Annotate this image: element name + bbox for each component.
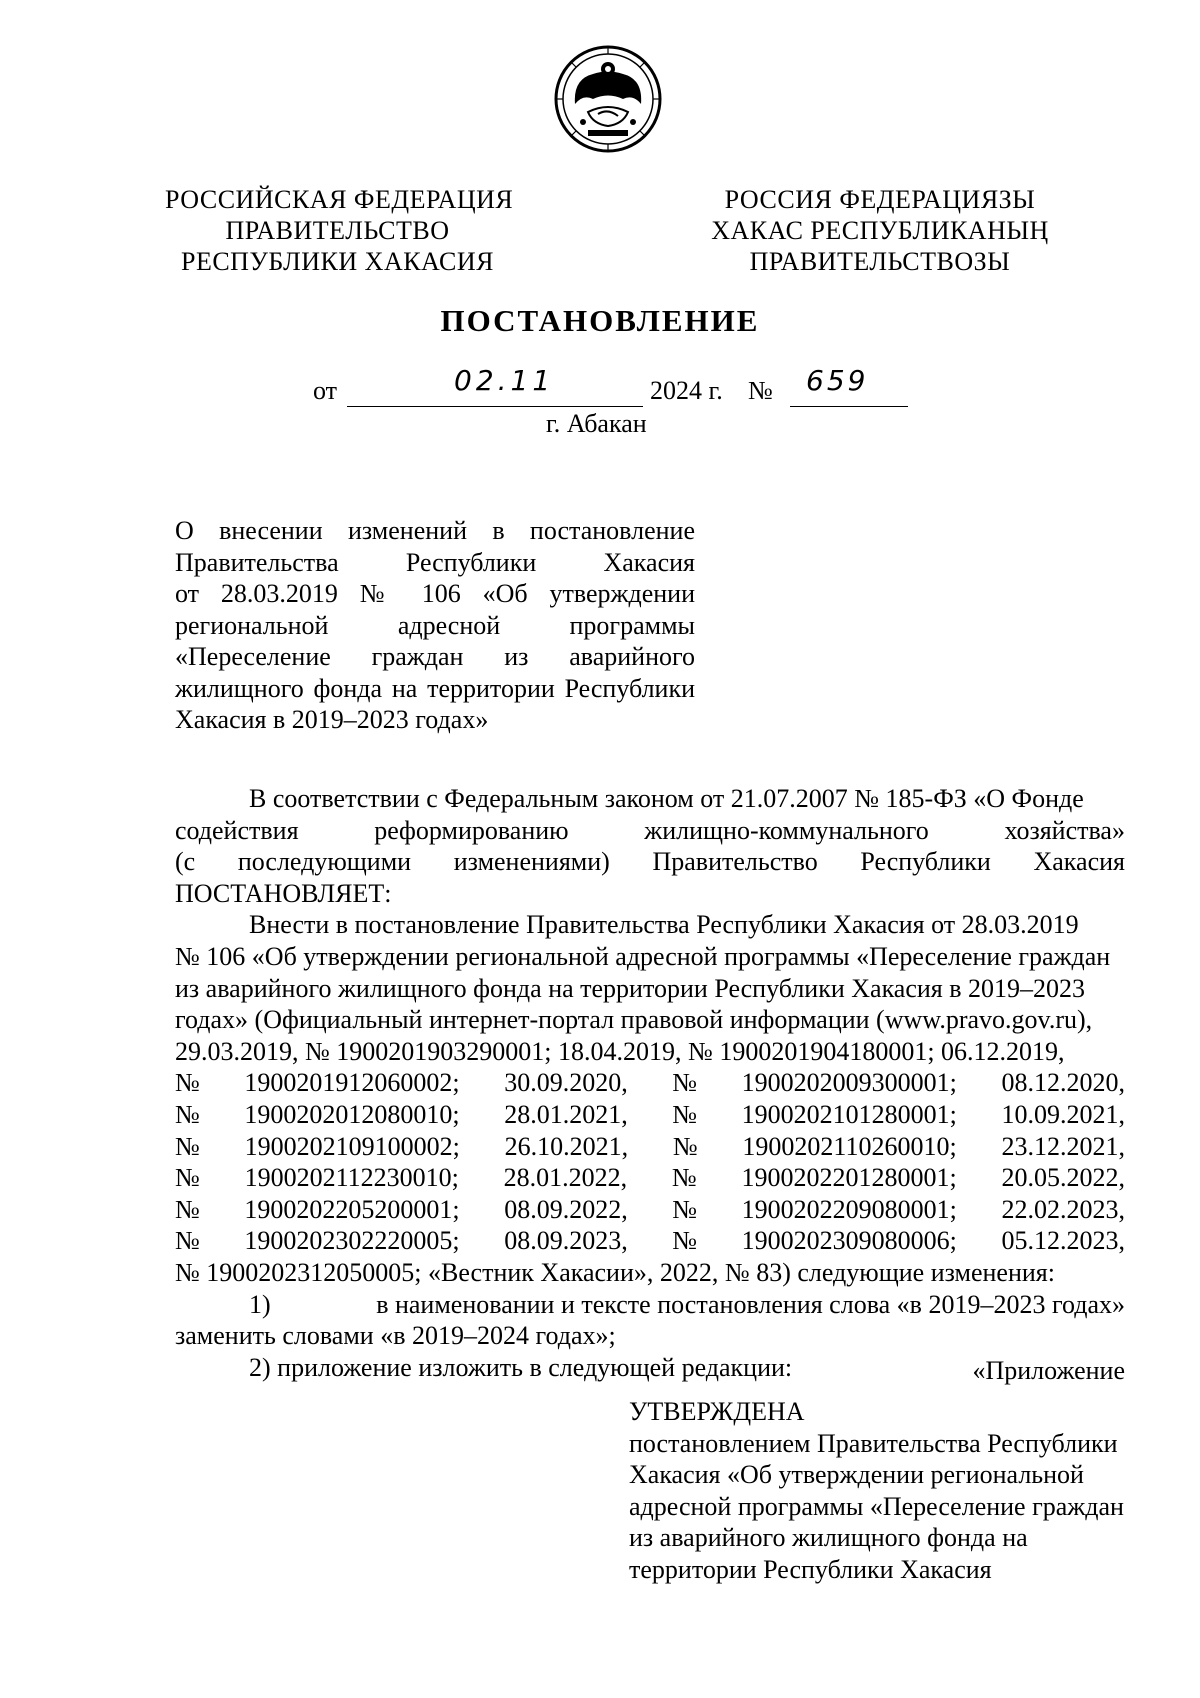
subject-line: О внесении изменений в постановление bbox=[175, 516, 695, 545]
number-sign: № bbox=[748, 376, 773, 405]
registration-cell: 1900202101280001; bbox=[741, 1099, 957, 1129]
header-right-line: РОССИЯ ФЕДЕРАЦИЯЗЫ bbox=[724, 185, 1036, 214]
word: (с bbox=[175, 847, 196, 877]
word: Хакасия bbox=[1033, 847, 1125, 877]
registration-cell: № bbox=[175, 1194, 200, 1224]
coat-of-arms-icon bbox=[553, 44, 663, 154]
list-item-text: в наименовании и тексте постановления слова «в 2019–2023 годах» bbox=[376, 1289, 1125, 1319]
word: Правительство bbox=[652, 847, 818, 877]
registration-cell: № bbox=[175, 1068, 200, 1098]
appendix-label: «Приложение bbox=[972, 1356, 1125, 1385]
subject-block bbox=[175, 515, 695, 736]
word: реформированию bbox=[374, 815, 569, 845]
approved-line: постановлением Правительства Республики bbox=[629, 1428, 1118, 1458]
city: г. Абакан bbox=[546, 409, 647, 438]
registration-cell: 10.09.2021, bbox=[1001, 1099, 1125, 1129]
registration-cell: 1900202012080010; bbox=[244, 1099, 460, 1129]
date-prefix: от bbox=[313, 376, 338, 405]
body-line: 29.03.2019, № 1900201903290001; 18.04.2019, № 1900201904180001; 06.12.2019, bbox=[175, 1036, 1065, 1066]
registration-cell: 1900202009300001; bbox=[741, 1068, 957, 1098]
subject-line: Правительства Республики Хакасия bbox=[175, 547, 695, 577]
approved-line: территории Республики Хакасия bbox=[629, 1554, 992, 1584]
date-blank bbox=[347, 364, 643, 407]
registration-cell: 08.09.2023, bbox=[504, 1226, 628, 1256]
registration-cell: 1900202112230010; bbox=[244, 1163, 459, 1193]
registration-cell: 1900202205200001; bbox=[244, 1194, 460, 1224]
registration-cell: 1900202302220005; bbox=[244, 1226, 460, 1256]
handwritten-number: 659 bbox=[806, 364, 869, 397]
body-line bbox=[175, 815, 1125, 847]
header-left bbox=[165, 184, 514, 277]
registration-row bbox=[175, 1162, 1125, 1194]
body-line: заменить словами «в 2019–2024 годах»; bbox=[175, 1321, 616, 1351]
registration-cell: № bbox=[671, 1163, 697, 1193]
header-right-line: ХАКАС РЕСПУБЛИКАНЫҢ bbox=[711, 216, 1049, 245]
list-item-1 bbox=[175, 1289, 1125, 1321]
registration-row bbox=[175, 1131, 1125, 1163]
registration-cell: 08.12.2020, bbox=[1001, 1068, 1125, 1098]
registration-row bbox=[175, 1067, 1125, 1099]
registration-cell: 20.05.2022, bbox=[1001, 1163, 1125, 1193]
approved-line: адресной программы «Переселение граждан bbox=[629, 1491, 1124, 1521]
word: хозяйства» bbox=[1004, 815, 1125, 845]
registration-cell: 1900202209080001; bbox=[741, 1194, 957, 1224]
header-right-line: ПРАВИТЕЛЬСТВОЗЫ bbox=[749, 247, 1011, 276]
word: последующими bbox=[237, 847, 412, 877]
year: 2024 г. bbox=[650, 376, 723, 405]
registration-cell: № bbox=[672, 1131, 698, 1161]
registration-cell: № bbox=[672, 1226, 698, 1256]
registration-cell: 28.01.2022, bbox=[503, 1163, 628, 1193]
body-text bbox=[175, 783, 1125, 1383]
subject-line: Хакасия в 2019–2023 годах» bbox=[175, 705, 489, 734]
registration-row bbox=[175, 1194, 1125, 1226]
approved-line: из аварийного жилищного фонда на bbox=[629, 1523, 1028, 1552]
document-type-title: ПОСТАНОВЛЕНИЕ bbox=[440, 303, 760, 338]
registration-cell: 30.09.2020, bbox=[504, 1068, 628, 1098]
registration-cell: 1900202109100002; bbox=[244, 1131, 460, 1161]
word: жилищно-коммунального bbox=[644, 815, 929, 845]
registration-cell: № bbox=[672, 1068, 698, 1098]
approved-line: УТВЕРЖДЕНА bbox=[629, 1397, 805, 1426]
header-left-line: РЕСПУБЛИКИ ХАКАСИЯ bbox=[180, 247, 494, 276]
registration-cell: № bbox=[672, 1099, 698, 1129]
header-right bbox=[700, 184, 1060, 277]
registration-cell: № bbox=[672, 1194, 698, 1224]
approved-block bbox=[629, 1396, 1124, 1585]
list-item-2: 2) приложение изложить в следующей редакции: bbox=[249, 1352, 793, 1382]
body-line bbox=[175, 846, 1125, 878]
registration-cell: 26.10.2021, bbox=[504, 1131, 629, 1161]
registration-cell: 05.12.2023, bbox=[1001, 1226, 1125, 1256]
body-line: № 106 «Об утверждении региональной адресной программы «Переселение граждан bbox=[175, 941, 1111, 971]
registration-cell: 28.01.2021, bbox=[504, 1099, 628, 1129]
header-left-line: ПРАВИТЕЛЬСТВО bbox=[225, 216, 450, 245]
registration-cell: 08.09.2022, bbox=[504, 1194, 628, 1224]
registration-row bbox=[175, 1225, 1125, 1257]
handwritten-date: 02.11 bbox=[454, 364, 555, 397]
registration-cell: 22.02.2023, bbox=[1001, 1194, 1125, 1224]
registration-cell: № bbox=[175, 1131, 200, 1161]
body-line: ПОСТАНОВЛЯЕТ: bbox=[175, 878, 392, 908]
date-number-line bbox=[313, 364, 913, 410]
body-line: Внести в постановление Правительства Республики Хакасия от 28.03.2019 bbox=[249, 910, 1079, 940]
body-line: годах» (Официальный интернет-портал правовой информации (www.pravo.gov.ru), bbox=[175, 1005, 1093, 1035]
registration-numbers-list bbox=[175, 1067, 1125, 1257]
subject-line: жилищного фонда на территории Республики bbox=[175, 673, 695, 703]
subject-line: от 28.03.2019 № 106 «Об утверждении bbox=[175, 579, 695, 608]
word: содействия bbox=[175, 815, 299, 845]
header-left-line: РОССИЙСКАЯ ФЕДЕРАЦИЯ bbox=[165, 185, 514, 214]
registration-cell: № bbox=[175, 1099, 200, 1129]
registration-cell: 1900202110260010; bbox=[742, 1131, 957, 1161]
registration-cell: 23.12.2021, bbox=[1001, 1131, 1125, 1161]
registration-cell: 1900202309080006; bbox=[741, 1226, 957, 1256]
registration-cell: № bbox=[175, 1163, 200, 1193]
approved-line: Хакасия «Об утверждении региональной bbox=[629, 1460, 1084, 1489]
subject-line: региональной адресной программы bbox=[175, 610, 695, 640]
registration-cell: 1900202201280001; bbox=[741, 1163, 957, 1193]
registration-row bbox=[175, 1099, 1125, 1131]
body-line: В соответствии с Федеральным законом от 21.07.2007 № 185-ФЗ «О Фонде bbox=[249, 784, 1084, 813]
number-blank bbox=[790, 364, 908, 407]
registration-cell: 1900201912060002; bbox=[244, 1068, 460, 1098]
list-item-number: 1) bbox=[249, 1289, 271, 1319]
body-line: из аварийного жилищного фонда на территории Республики Хакасия в 2019–2023 bbox=[175, 973, 1086, 1003]
body-line: № 1900202312050005; «Вестник Хакасии», 2022, № 83) следующие изменения: bbox=[175, 1257, 1055, 1287]
registration-cell: № bbox=[175, 1226, 200, 1256]
subject-line: «Переселение граждан из аварийного bbox=[175, 642, 695, 671]
word: изменениями) bbox=[453, 847, 610, 877]
word: Республики bbox=[860, 847, 991, 877]
